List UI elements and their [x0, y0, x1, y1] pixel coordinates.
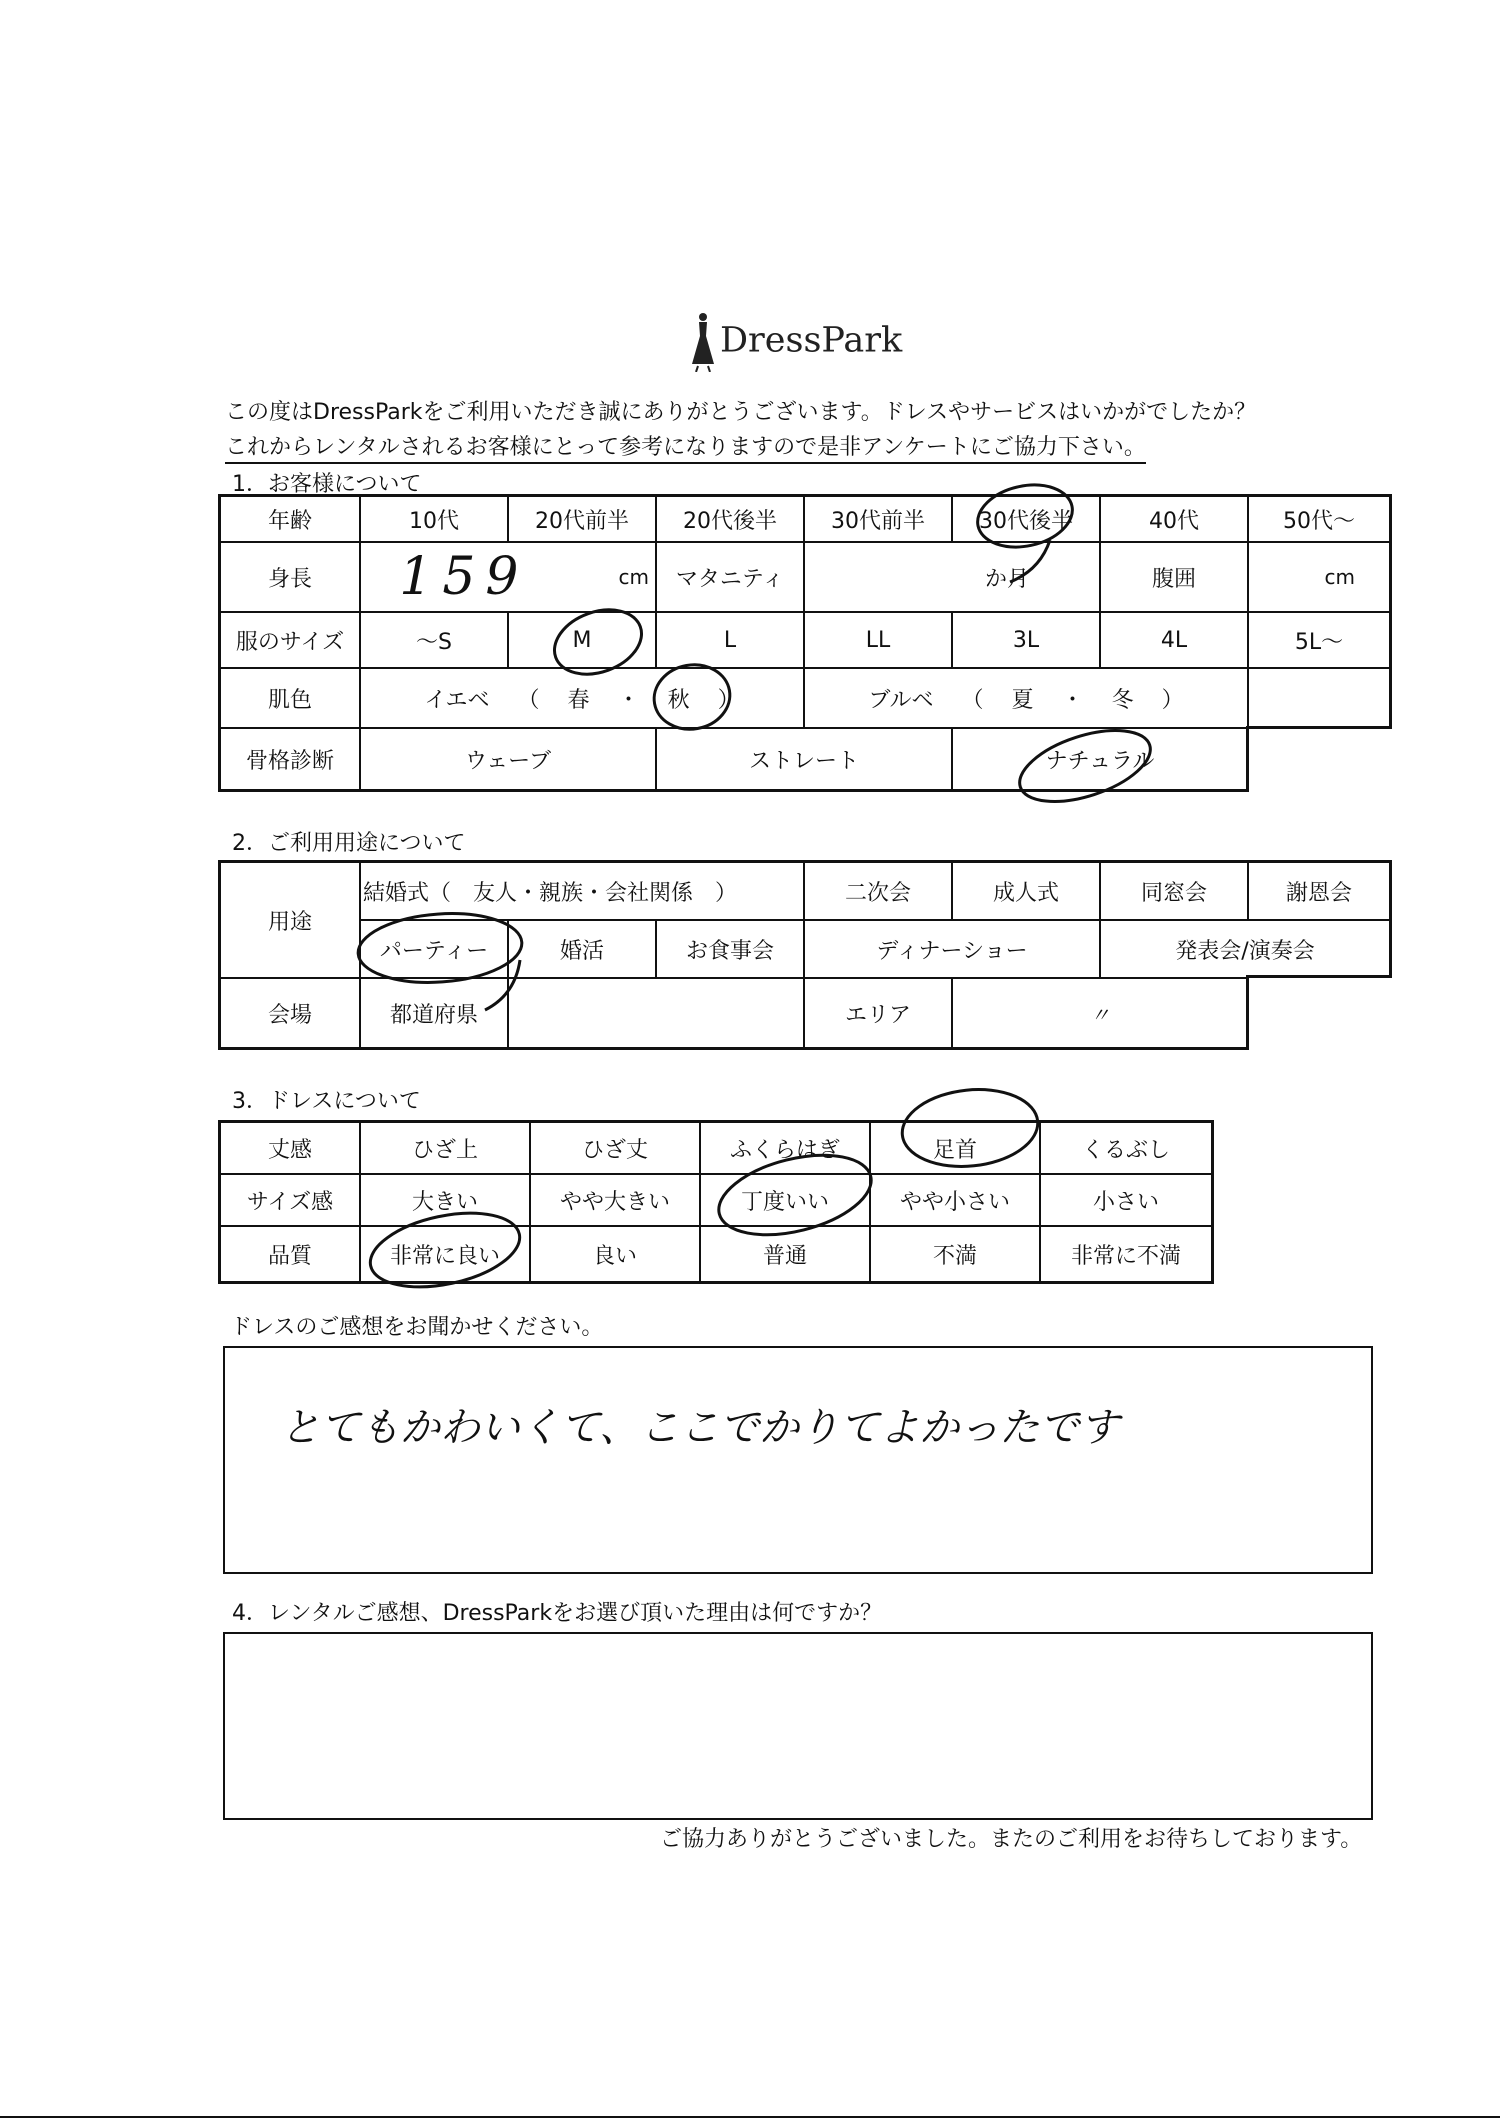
height-field[interactable] — [361, 543, 657, 613]
venue-area-label: エリア — [805, 979, 953, 1047]
skin-label: 肌色 — [221, 669, 361, 729]
fit-label: サイズ感 — [221, 1175, 361, 1227]
dress-icon — [690, 312, 716, 372]
purpose-option-coming-of-age[interactable]: 成人式 — [953, 863, 1101, 921]
skin-blue-dot: ・ — [1061, 687, 1084, 713]
section4-heading: 4．レンタルご感想、DressParkをお選び頂いた理由は何ですか？ — [232, 1601, 883, 1626]
fit-option-just-right[interactable]: 丁度いい — [701, 1175, 871, 1227]
skin-yellow-close: ） — [717, 687, 740, 713]
table2-step-line — [1246, 975, 1249, 1050]
length-label: 丈感 — [221, 1123, 361, 1175]
purpose-option-party[interactable]: パーティー — [361, 921, 509, 979]
bone-option-natural[interactable]: ナチュラル — [953, 729, 1249, 789]
quality-option-average[interactable]: 普通 — [701, 1227, 871, 1281]
height-unit: cm — [618, 565, 649, 589]
maternity-field[interactable] — [805, 543, 1101, 613]
page-bottom-line — [0, 2116, 1500, 2118]
quality-option-very-dissatisfied[interactable]: 非常に不満 — [1070, 1243, 1181, 1269]
size-option-5l[interactable]: 5L～ — [1249, 613, 1389, 669]
size-option-l[interactable]: L — [657, 613, 805, 669]
length-option-below-ankle[interactable]: くるぶし — [1041, 1123, 1211, 1175]
rental-comment-box[interactable] — [223, 1632, 1373, 1820]
maternity-label: マタニティ — [657, 543, 805, 613]
bone-label: 骨格診断 — [221, 729, 361, 789]
table1-step-line-top — [1246, 726, 1392, 729]
skin-blue-base[interactable] — [805, 669, 1249, 729]
skin-blue-close: ） — [1161, 687, 1184, 713]
quality-option-dissatisfied[interactable]: 不満 — [871, 1227, 1041, 1281]
skin-option-autumn[interactable]: 秋 — [667, 687, 690, 713]
bone-option-straight[interactable]: ストレート — [657, 729, 953, 789]
skin-blue-open: （ — [961, 687, 984, 713]
height-label: 身長 — [221, 543, 361, 613]
age-option-10s[interactable]: 10代 — [361, 497, 509, 543]
size-option-m[interactable]: M — [509, 613, 657, 669]
height-value: 159 — [399, 547, 529, 607]
skin-yellow-open: （ — [517, 687, 540, 713]
venue-label: 会場 — [221, 979, 361, 1047]
size-option-3l[interactable]: 3L — [953, 613, 1101, 669]
fit-option-slightly-small[interactable]: やや小さい — [871, 1175, 1041, 1227]
purpose-option-after-party[interactable]: 二次会 — [805, 863, 953, 921]
table2-step-mask — [1248, 978, 1398, 1056]
length-option-knee[interactable]: ひざ丈 — [531, 1123, 701, 1175]
length-option-ankle[interactable]: 足首 — [871, 1123, 1041, 1175]
purpose-option-konkatsu[interactable]: 婚活 — [509, 921, 657, 979]
age-option-late-20s[interactable]: 20代後半 — [657, 497, 805, 543]
quality-option-good[interactable]: 良い — [531, 1227, 701, 1281]
age-option-early-30s[interactable]: 30代前半 — [805, 497, 953, 543]
intro-line-2: これからレンタルされるお客様にとって参考になりますので是非アンケートにご協力下さい。 — [225, 430, 1146, 464]
purpose-option-wedding[interactable]: 結婚式（ 友人・親族・会社関係 ） — [361, 863, 805, 921]
fit-option-slightly-large[interactable]: やや大きい — [531, 1175, 701, 1227]
venue-area-value: 〃 — [1090, 1002, 1110, 1027]
age-label: 年齢 — [221, 497, 361, 543]
skin-yellow-dot: ・ — [617, 687, 640, 713]
section1-heading: 1．お客様について — [232, 472, 422, 497]
size-option-ll[interactable]: LL — [805, 613, 953, 669]
skin-option-winter[interactable]: 冬 — [1111, 687, 1134, 713]
waist-unit: cm — [1324, 565, 1355, 589]
fit-option-large[interactable]: 大きい — [361, 1175, 531, 1227]
skin-option-spring[interactable]: 春 — [567, 687, 590, 713]
length-option-calf[interactable]: ふくらはぎ — [701, 1123, 871, 1175]
quality-label: 品質 — [221, 1227, 361, 1281]
age-option-50s[interactable]: 50代～ — [1249, 497, 1389, 543]
dress-table — [218, 1120, 1214, 1284]
waist-label: 腹囲 — [1101, 543, 1249, 613]
age-option-early-20s[interactable]: 20代前半 — [509, 497, 657, 543]
waist-field[interactable] — [1249, 543, 1389, 613]
intro-line-1: この度はDressParkをご利用いただき誠にありがとうございます。ドレスやサービスはいかがでしたか？ — [225, 400, 1257, 425]
size-label: 服のサイズ — [221, 613, 361, 669]
purpose-option-reunion[interactable]: 同窓会 — [1101, 863, 1249, 921]
quality-option-very-good[interactable]: 非常に良い — [361, 1227, 531, 1281]
venue-prefecture-field[interactable] — [509, 979, 805, 1047]
table1-step-mask — [1248, 728, 1398, 798]
skin-empty — [1249, 669, 1389, 729]
age-option-late-30s[interactable]: 30代後半 — [953, 497, 1101, 543]
footer-thanks: ご協力ありがとうございました。またのご利用をお待ちしております。 — [660, 1827, 1363, 1852]
section3-heading: 3．ドレスについて — [232, 1089, 421, 1114]
length-option-above-knee[interactable]: ひざ上 — [361, 1123, 531, 1175]
purpose-option-dinner[interactable]: お食事会 — [657, 921, 805, 979]
purpose-table — [218, 860, 1392, 1050]
fit-option-small[interactable]: 小さい — [1041, 1175, 1211, 1227]
skin-yellow-base[interactable] — [361, 669, 805, 729]
dress-comment-text: とてもかわいくて、ここでかりてよかったです — [280, 1405, 1120, 1451]
skin-yellow-label: イエベ — [424, 687, 490, 713]
skin-blue-label: ブルベ — [868, 687, 934, 713]
section2-heading: 2．ご利用用途について — [232, 831, 466, 856]
venue-area-field[interactable] — [953, 979, 1249, 1047]
size-option-s[interactable]: ～S — [361, 613, 509, 669]
table1-step-line — [1246, 726, 1249, 792]
maternity-unit: か月 — [984, 566, 1029, 592]
dress-comment-prompt: ドレスのご感想をお聞かせください。 — [230, 1315, 604, 1340]
purpose-option-thank-you-party[interactable]: 謝恩会 — [1249, 863, 1389, 921]
bone-option-wave[interactable]: ウェーブ — [361, 729, 657, 789]
skin-option-summer[interactable]: 夏 — [1011, 687, 1034, 713]
age-option-40s[interactable]: 40代 — [1101, 497, 1249, 543]
table2-step-line-top — [1246, 975, 1392, 978]
dresspark-logo — [690, 312, 902, 372]
purpose-label: 用途 — [221, 863, 361, 979]
logo-text: DressPark — [720, 320, 903, 361]
venue-prefecture-label: 都道府県 — [361, 979, 509, 1047]
size-option-4l[interactable]: 4L — [1101, 613, 1249, 669]
purpose-option-dinner-show[interactable]: ディナーショー — [805, 921, 1101, 979]
customer-table — [218, 494, 1392, 792]
dress-comment-box[interactable] — [223, 1346, 1373, 1574]
purpose-option-recital[interactable]: 発表会/演奏会 — [1101, 921, 1389, 979]
